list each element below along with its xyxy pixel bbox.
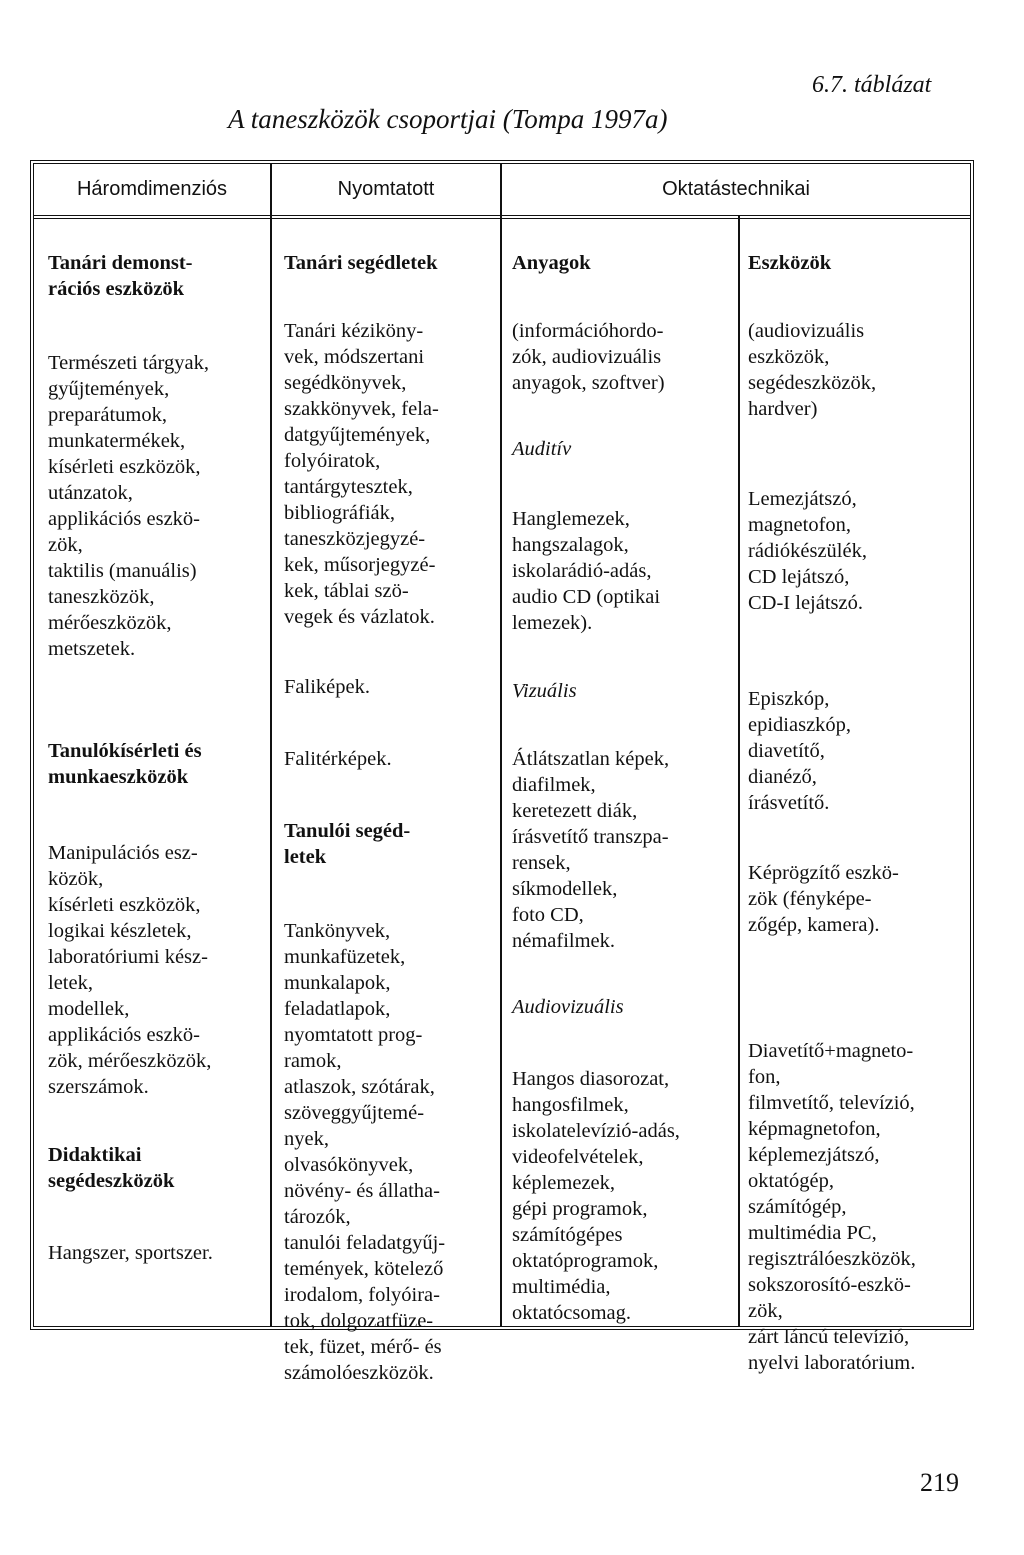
section-label: Auditív bbox=[512, 438, 572, 460]
page-number: 219 bbox=[920, 1468, 959, 1497]
section-text: Faliképek. bbox=[284, 676, 370, 698]
header-haromdimenzios: Háromdimenziós bbox=[76, 178, 228, 200]
section-title: Tanulói segéd- letek bbox=[284, 820, 411, 868]
section-text: Episzkóp, epidiaszkóp, diavetítő, dianéző, írásvetítő. bbox=[748, 688, 852, 814]
section-text: Manipulációs esz- közök, kísérleti eszközök, logikai készletek, laboratóriumi kész- letek, modellek, applikációs eszkö- zök, mérőeszközök, szerszámok. bbox=[48, 842, 212, 1098]
section-label: Audiovizuális bbox=[512, 996, 624, 1018]
section-text: Hangszer, sportszer. bbox=[48, 1242, 213, 1264]
section-text: Hangos diasorozat, hangosfilmek, iskolatelevízió-adás, videofelvételek, képlemezek, gépi programok, számítógépes oktatóprogramok, multimédia, oktatócsomag. bbox=[512, 1068, 680, 1324]
table-header-row bbox=[34, 164, 970, 219]
column-eszkozok bbox=[748, 224, 974, 1402]
section-title: Eszközök bbox=[748, 252, 832, 274]
section-text: Falitérképek. bbox=[284, 748, 392, 770]
section-title: Tanári demonst- rációs eszközök bbox=[48, 252, 193, 300]
section-text: Diavetítő+magneto- fon, filmvetítő, televízió, képmagnetofon, képlemezjátszó, oktatógép, számítógép, multimédia PC, regisztrálóeszközök, sokszorosító-eszkö- zök, zárt láncú televízió, nyelvi laboratórium. bbox=[748, 1040, 916, 1374]
column-nyomtatott bbox=[284, 224, 498, 1412]
section-text: Átlátszatlan képek, diafilmek, keretezett diák, írásvetítő transzpa- rensek, síkmodellek, foto CD, némafilmek. bbox=[512, 748, 670, 952]
table-caption: A taneszközök csoportjai (Tompa 1997a) bbox=[228, 104, 668, 134]
section-title: Tanulókísérleti és munkaeszközök bbox=[48, 740, 202, 788]
divider-1 bbox=[270, 164, 272, 1326]
section-title: Tanári segédletek bbox=[284, 252, 438, 274]
section-title: Didaktikai segédeszközök bbox=[48, 1144, 175, 1192]
section-text: Hanglemezek, hangszalagok, iskolarádió-adás, audio CD (optikai lemezek). bbox=[512, 508, 661, 634]
taneszkoz-table bbox=[30, 160, 974, 1384]
section-text: (információhordo- zók, audiovizuális anyagok, szoftver) bbox=[512, 320, 665, 394]
table-number: 6.7. táblázat bbox=[812, 72, 932, 98]
section-text: Természeti tárgyak, gyűjtemények, preparátumok, munkatermékek, kísérleti eszközök, utánzatok, applikációs eszkö- zök, taktilis (manuális) taneszközök, mérőeszközök, metszetek. bbox=[48, 352, 209, 660]
divider-2 bbox=[500, 164, 502, 1326]
divider-3 bbox=[738, 216, 740, 1326]
section-text: Lemezjátszó, magnetofon, rádiókészülék, CD lejátszó, CD-I lejátszó. bbox=[748, 488, 867, 614]
section-text: Képrögzítő eszkö- zök (fényképe- zőgép, kamera). bbox=[748, 862, 899, 936]
header-nyomtatott: Nyomtatott bbox=[337, 178, 435, 200]
column-anyagok bbox=[512, 224, 738, 1352]
column-haromdimenzios bbox=[48, 224, 270, 1292]
section-title: Anyagok bbox=[512, 252, 591, 274]
section-text: (audiovizuális eszközök, segédeszközök, hardver) bbox=[748, 320, 877, 420]
section-text: Tanári kéziköny- vek, módszertani segédkönyvek, szakkönyvek, fela- datgyűjtemények, folyóiratok, tantárgytesztek, bibliográfiák, taneszközjegyzé- kek, műsorjegyzé- kek, táblai szö- vegek és vázlatok. bbox=[284, 320, 439, 628]
header-oktatastechnikai: Oktatástechnikai bbox=[662, 178, 810, 200]
section-label: Vizuális bbox=[512, 680, 577, 702]
section-text: Tankönyvek, munkafüzetek, munkalapok, feladatlapok, nyomtatott prog- ramok, atlaszok, szótárak, szöveggyűjtemé- nyek, olvasókönyvek, növény- és állatha- tározók, tanulói feladatgyűj- temények, kötelező irodalom, folyóira- tok, dolgozatfüze- tek, füzet, mérő- és számolóeszközök. bbox=[284, 920, 446, 1384]
